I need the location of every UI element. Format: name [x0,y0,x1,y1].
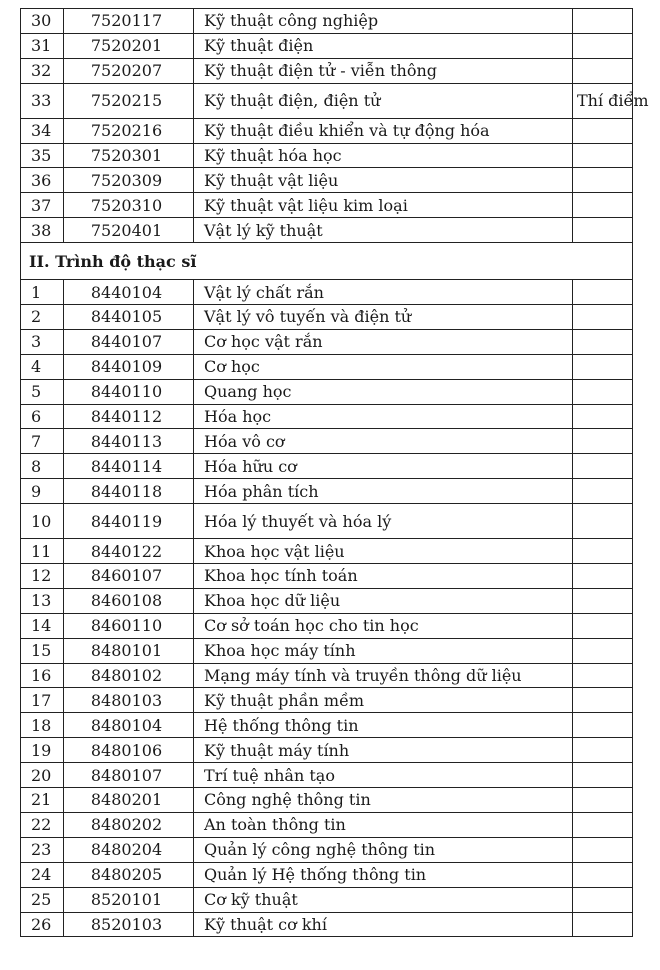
note-cell [573,613,633,638]
code-cell: 7520201 [64,33,194,58]
code-cell: 8480202 [64,812,194,837]
table-row [21,588,633,613]
stt-cell: 13 [21,588,64,613]
stt-cell: 9 [21,479,64,504]
note-cell [573,33,633,58]
stt-cell: 33 [21,83,64,118]
note-cell [573,887,633,912]
code-cell: 7520309 [64,168,194,193]
table-row [21,504,633,539]
stt-cell: 20 [21,763,64,788]
note-cell [573,429,633,454]
note-cell [573,379,633,404]
name-cell: Hóa phân tích [194,479,573,504]
code-cell: 8480104 [64,713,194,738]
code-cell: 8460110 [64,613,194,638]
table-row [21,143,633,168]
stt-cell: 37 [21,193,64,218]
code-cell: 8460107 [64,564,194,589]
note-cell [573,305,633,330]
name-cell: Khoa học tính toán [194,564,573,589]
table-row [21,862,633,887]
table-row [21,812,633,837]
stt-cell: 2 [21,305,64,330]
table-row [21,539,633,564]
stt-cell: 22 [21,812,64,837]
name-cell: Kỹ thuật công nghiệp [194,9,573,34]
code-cell: 8440109 [64,354,194,379]
stt-cell: 5 [21,379,64,404]
code-cell: 8480201 [64,788,194,813]
table-row [21,837,633,862]
code-cell: 8480101 [64,638,194,663]
table-row [21,788,633,813]
note-cell [573,58,633,83]
note-cell [573,763,633,788]
note-cell [573,912,633,937]
note-cell [573,479,633,504]
note-cell [573,638,633,663]
name-cell: An toàn thông tin [194,812,573,837]
name-cell: Cơ học vật rắn [194,329,573,354]
stt-cell: 11 [21,539,64,564]
stt-cell: 12 [21,564,64,589]
stt-cell: 15 [21,638,64,663]
name-cell: Cơ học [194,354,573,379]
name-cell: Khoa học vật liệu [194,539,573,564]
stt-cell: 18 [21,713,64,738]
stt-cell: 3 [21,329,64,354]
code-cell: 7520216 [64,118,194,143]
code-cell: 7520301 [64,143,194,168]
note-cell [573,118,633,143]
code-cell: 8440113 [64,429,194,454]
table-row [21,118,633,143]
name-cell: Kỹ thuật máy tính [194,738,573,763]
note-cell [573,539,633,564]
name-cell: Kỹ thuật phần mềm [194,688,573,713]
table-row [21,280,633,305]
name-cell: Mạng máy tính và truyền thông dữ liệu [194,663,573,688]
table-row [21,713,633,738]
name-cell: Vật lý kỹ thuật [194,218,573,243]
table-row [21,218,633,243]
note-cell [573,588,633,613]
name-cell: Kỹ thuật cơ khí [194,912,573,937]
table-row [21,58,633,83]
code-cell: 8440112 [64,404,194,429]
program-table-sheet [20,8,649,937]
name-cell: Kỹ thuật điện, điện tử [194,83,573,118]
code-cell: 8520101 [64,887,194,912]
table-row [21,454,633,479]
code-cell: 8440122 [64,539,194,564]
part1-body [21,9,649,243]
name-cell: Hóa học [194,404,573,429]
name-cell: Quản lý Hệ thống thông tin [194,862,573,887]
note-cell [573,837,633,862]
stt-cell: 31 [21,33,64,58]
stt-cell: 25 [21,887,64,912]
stt-cell: 17 [21,688,64,713]
table-row [21,638,633,663]
name-cell: Vật lý vô tuyến và điện tử [194,305,573,330]
note-cell [573,9,633,34]
stt-cell: 30 [21,9,64,34]
code-cell: 8480103 [64,688,194,713]
name-cell: Hóa hữu cơ [194,454,573,479]
code-cell: 8440104 [64,280,194,305]
stt-cell: 36 [21,168,64,193]
code-cell: 8480107 [64,763,194,788]
note-cell [573,329,633,354]
code-cell: 8440107 [64,329,194,354]
table-row [21,9,633,34]
table-row [21,168,633,193]
note-cell [573,788,633,813]
stt-cell: 26 [21,912,64,937]
note-cell [573,663,633,688]
table-row [21,688,633,713]
table-row [21,193,633,218]
note-cell [573,168,633,193]
table-row [21,305,633,330]
code-cell: 8480205 [64,862,194,887]
name-cell: Kỹ thuật hóa học [194,143,573,168]
name-cell: Khoa học máy tính [194,638,573,663]
stt-cell: 4 [21,354,64,379]
table-row [21,354,633,379]
note-cell [573,862,633,887]
stt-cell: 24 [21,862,64,887]
code-cell: 8440105 [64,305,194,330]
code-cell: 7520207 [64,58,194,83]
stt-cell: 14 [21,613,64,638]
name-cell: Kỹ thuật điều khiển và tự động hóa [194,118,573,143]
code-cell: 7520401 [64,218,194,243]
note-cell [573,354,633,379]
table-row [21,887,633,912]
note-cell [573,738,633,763]
table-row [21,33,633,58]
note-cell [573,504,633,539]
name-cell: Công nghệ thông tin [194,788,573,813]
code-cell: 8440110 [64,379,194,404]
name-cell: Cơ kỹ thuật [194,887,573,912]
note-cell [573,812,633,837]
table-row [21,564,633,589]
name-cell: Cơ sở toán học cho tin học [194,613,573,638]
name-cell: Kỹ thuật điện tử - viễn thông [194,58,573,83]
code-cell: 8480106 [64,738,194,763]
table-row [21,663,633,688]
code-cell: 8480204 [64,837,194,862]
table-row [21,613,633,638]
name-cell: Kỹ thuật vật liệu kim loại [194,193,573,218]
table-row [21,912,633,937]
note-cell [573,143,633,168]
note-cell [573,688,633,713]
note-cell [573,713,633,738]
name-cell: Hệ thống thông tin [194,713,573,738]
name-cell: Kỹ thuật điện [194,33,573,58]
name-cell: Quản lý công nghệ thông tin [194,837,573,862]
name-cell: Hóa lý thuyết và hóa lý [194,504,573,539]
name-cell: Khoa học dữ liệu [194,588,573,613]
code-cell: 8520103 [64,912,194,937]
stt-cell: 1 [21,280,64,305]
stt-cell: 23 [21,837,64,862]
note-cell [573,280,633,305]
name-cell: Quang học [194,379,573,404]
stt-cell: 10 [21,504,64,539]
stt-cell: 6 [21,404,64,429]
stt-cell: 16 [21,663,64,688]
stt-cell: 38 [21,218,64,243]
code-cell: 7520117 [64,9,194,34]
name-cell: Kỹ thuật vật liệu [194,168,573,193]
section2-title: II. Trình độ thạc sĩ [21,243,633,280]
note-cell [573,454,633,479]
stt-cell: 7 [21,429,64,454]
table-row [21,429,633,454]
code-cell: 8440119 [64,504,194,539]
section2-header-body [21,243,633,280]
table-row [21,83,633,118]
table-row [21,479,633,504]
table-row [21,404,633,429]
table-row [21,379,633,404]
name-cell: Trí tuệ nhân tạo [194,763,573,788]
code-cell: 8440114 [64,454,194,479]
code-cell: 8460108 [64,588,194,613]
stt-cell: 35 [21,143,64,168]
name-cell: Hóa vô cơ [194,429,573,454]
code-cell: 7520215 [64,83,194,118]
note-cell [573,564,633,589]
note-cell: Thí điểm [573,83,633,118]
name-cell: Vật lý chất rắn [194,280,573,305]
table-row [21,329,633,354]
part2-body [21,280,633,937]
note-cell [573,218,633,243]
program-table [20,8,649,937]
stt-cell: 32 [21,58,64,83]
section-heading-row [21,243,633,280]
code-cell: 7520310 [64,193,194,218]
stt-cell: 34 [21,118,64,143]
table-row [21,763,633,788]
stt-cell: 8 [21,454,64,479]
code-cell: 8480102 [64,663,194,688]
table-row [21,738,633,763]
stt-cell: 21 [21,788,64,813]
code-cell: 8440118 [64,479,194,504]
note-cell [573,193,633,218]
note-cell [573,404,633,429]
stt-cell: 19 [21,738,64,763]
